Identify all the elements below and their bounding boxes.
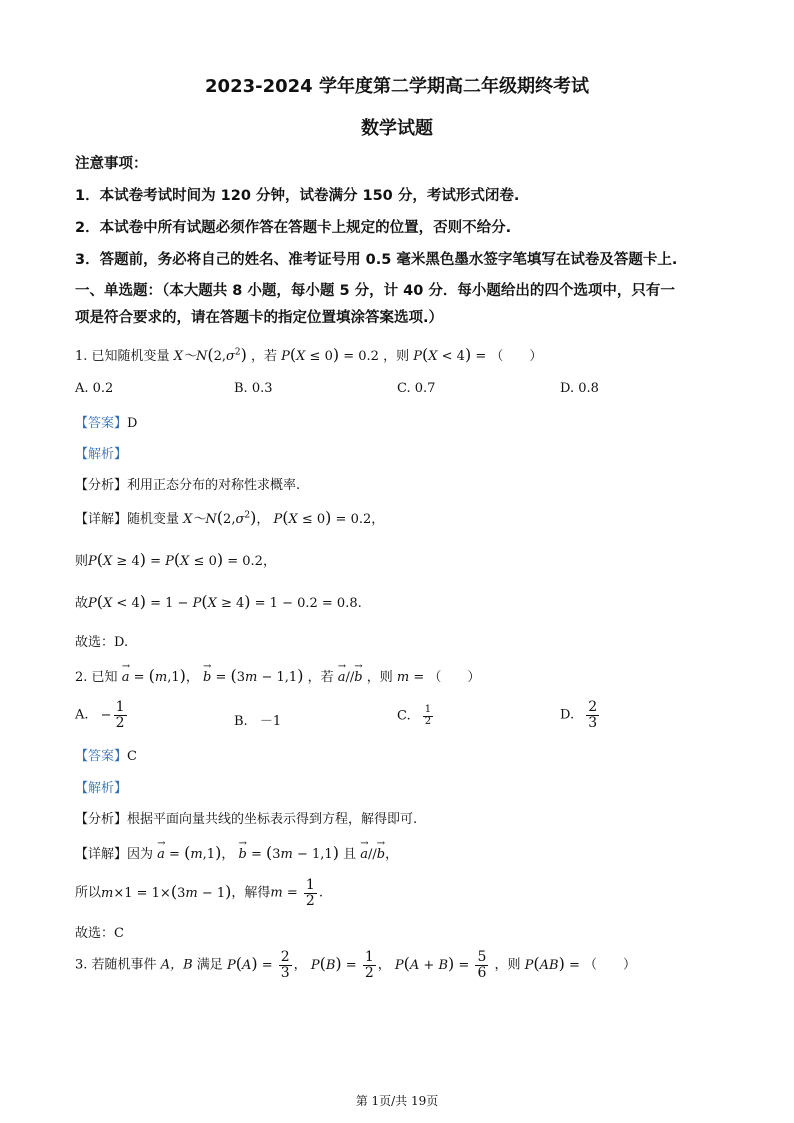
q2-detail-and: 且 <box>343 847 357 862</box>
section-heading-line-2: 项是符合要求的，请在答题卡的指定位置填涂答案选项.） <box>75 310 444 326</box>
q2-detail-vector-b: → b = (3m − 1,1) <box>238 847 338 862</box>
q1-target-probability: P(X < 4) = <box>413 345 487 364</box>
q3-prob-a: P(A) = <box>226 953 277 973</box>
q2-equation: m×1 = 1×(3m − 1) <box>101 881 232 901</box>
q2-conclusion: 故选：C <box>75 926 124 941</box>
page-footer: 第 1页/共 19页 <box>355 1094 439 1108</box>
exam-title: 2023-2024 学年度第二学期高二年级期终考试 <box>205 76 589 97</box>
q1-answer-tag: 【答案】 <box>75 416 128 431</box>
q1-detail-line-3: 故P(X < 4) = 1 − P(X ≥ 4) = 1 − 0.2 = 0.8. <box>75 592 362 611</box>
q2-option-a-fraction: $\frac{1}{2}$ <box>115 699 125 731</box>
q2-solution-fraction: $\frac{1}{2}$ <box>305 877 315 909</box>
q2-option-a-label: A. <box>75 707 89 723</box>
q3-prob-b-fraction: $\frac{1}{2}$ <box>364 949 374 981</box>
q2-analysis-tag: 【解析】 <box>75 781 128 796</box>
q2-vector-b: → b = (3m − 1,1) <box>203 670 303 685</box>
q1-detail-given: P(X ≤ 0) = 0.2 <box>273 508 372 527</box>
q1-stem-prefix: 1. 已知随机变量 <box>75 349 170 364</box>
q1-detail-distribution: $X\sim N(2,\sigma^2)$ <box>183 508 257 527</box>
q2-stem-prefix: 2. 已知 <box>75 670 118 685</box>
q1-stem-mid1: ，若 <box>250 349 277 364</box>
q2-option-c-label: C. <box>397 708 411 724</box>
q2-solution: m = <box>270 885 302 901</box>
q2-stem-then: ，则 <box>366 670 393 685</box>
note-item-1: 1．本试卷考试时间为 120 分钟，试卷满分 150 分，考试形式闭卷. <box>75 188 520 204</box>
q1-fenxi: 【分析】利用正态分布的对称性求概率. <box>75 478 301 493</box>
q1-detail-line-2: 则P(X ≥ 4) = P(X ≤ 0) = 0.2， <box>75 550 276 569</box>
q2-detail-line-1: 【详解】因为 → a = (m,1)， → b = (3m − 1,1) 且 → a//→ b， <box>75 843 398 862</box>
question-2-stem: 2. 已知 → a = (m,1)， → b = (3m − 1,1) ，若 → a//→ b ，则 m = （ ） <box>75 666 480 685</box>
q1-option-c: C. 0.7 <box>397 381 436 396</box>
q2-parallel-condition: → a//→ b <box>338 670 363 685</box>
q3-target: P(AB) = <box>524 953 580 973</box>
q1-result-equation: P(X < 4) = 1 − P(X ≥ 4) = 1 − 0.2 = 0.8 <box>88 592 358 611</box>
q2-option-b-value: －1 <box>259 714 282 729</box>
q1-answer-value: D <box>127 416 138 431</box>
q1-line3-prefix: 故 <box>75 596 89 611</box>
q2-fenxi: 【分析】根据平面向量共线的坐标表示得到方程，解得即可. <box>75 812 418 827</box>
q2-option-b-label: B. <box>234 714 248 729</box>
q1-given-probability: P(X ≤ 0) = 0.2 <box>281 345 379 364</box>
q2-detail-parallel: → a//→ b <box>360 847 385 862</box>
q1-option-b: B. 0.3 <box>234 381 273 396</box>
q1-symmetry-equation: P(X ≥ 4) = P(X ≤ 0) = 0.2 <box>88 550 263 569</box>
q1-detail-prefix: 【详解】随机变量 <box>75 512 180 527</box>
q2-unknown: m = <box>396 670 425 685</box>
q1-line2-prefix: 则 <box>75 554 89 569</box>
q2-so-mid: ，解得 <box>231 885 271 901</box>
note-item-2: 2．本试卷中所有试题必须作答在答题卡上规定的位置，否则不给分. <box>75 220 512 236</box>
q2-detail-line-2: 所以m×1 = 1×(3m − 1)，解得m = $\frac{1}{2}$ . <box>75 877 323 909</box>
q2-option-a: A. − $\frac{1}{2}$ <box>75 699 125 731</box>
q2-answer-value: C <box>127 749 137 764</box>
q2-option-c <box>397 705 435 727</box>
q3-answer-blank: （ ） <box>584 957 637 973</box>
q1-detail-line-1: 【详解】随机变量 $X\sim N(2,\sigma^2)$， P(X ≤ 0) = 0.2， <box>75 508 385 527</box>
question-3-stem: 3. 若随机事件 A，B 满足 P(A) = $\frac{2}{3}$ ， P(B) = $\frac{1}{2}$ ， P(A + B) = $\frac{5}{6}$ ，则 P(AB) = （ ） <box>75 949 637 981</box>
q3-events: A，B <box>160 957 193 973</box>
q1-stem-mid2: ，则 <box>383 349 410 364</box>
q1-analysis-tag: 【解析】 <box>75 447 128 462</box>
q2-option-d <box>560 700 601 730</box>
q1-option-d: D. 0.8 <box>560 381 599 396</box>
q2-stem-if: ，若 <box>307 670 334 685</box>
q1-conclusion: 故选：D. <box>75 635 129 650</box>
q2-detail-prefix: 【详解】因为 <box>75 847 154 862</box>
notes-heading: 注意事项： <box>75 156 148 172</box>
q2-option-b <box>234 710 281 729</box>
q1-distribution: $X\sim N(2,\sigma^2)$ <box>173 345 247 364</box>
q2-detail-vector-a: → a = (m,1) <box>157 847 221 862</box>
q3-stem-prefix: 3. 若随机事件 <box>75 957 157 973</box>
q2-option-c-fraction: $\frac{1}{2}$ <box>424 704 432 727</box>
q3-prob-a-fraction: $\frac{2}{3}$ <box>280 949 290 981</box>
section-heading-line-1: 一、单选题：（本大题共 8 小题，每小题 5 分，计 40 分．每小题给出的四个选项中，只有一 <box>75 283 675 299</box>
q2-option-d-fraction: $\frac{2}{3}$ <box>588 699 598 731</box>
q2-answer-tag: 【答案】 <box>75 749 128 764</box>
q2-option-d-label: D. <box>560 707 575 723</box>
q1-answer-line <box>75 412 137 431</box>
q3-prob-b: P(B) = <box>310 953 361 973</box>
q3-stem-satisfy: 满足 <box>196 957 223 973</box>
question-1-stem <box>75 345 542 364</box>
q2-so-prefix: 所以 <box>75 885 102 901</box>
q3-stem-then: ，则 <box>494 957 521 973</box>
q2-answer-line <box>75 745 137 764</box>
q1-option-a: A. 0.2 <box>75 381 114 396</box>
q3-prob-a-plus-b: P(A + B) = <box>394 953 474 973</box>
q2-vector-a: → a = (m,1) <box>122 670 186 685</box>
q2-answer-blank: （ ） <box>428 670 481 685</box>
exam-subtitle: 数学试题 <box>361 118 433 139</box>
q1-answer-blank: （ ） <box>490 349 543 364</box>
q3-prob-a-plus-b-fraction: $\frac{5}{6}$ <box>477 949 487 981</box>
note-item-3: 3．答题前，务必将自己的姓名、准考证号用 0.5 毫米黑色墨水签字笔填写在试卷及答题卡上. <box>75 252 678 268</box>
